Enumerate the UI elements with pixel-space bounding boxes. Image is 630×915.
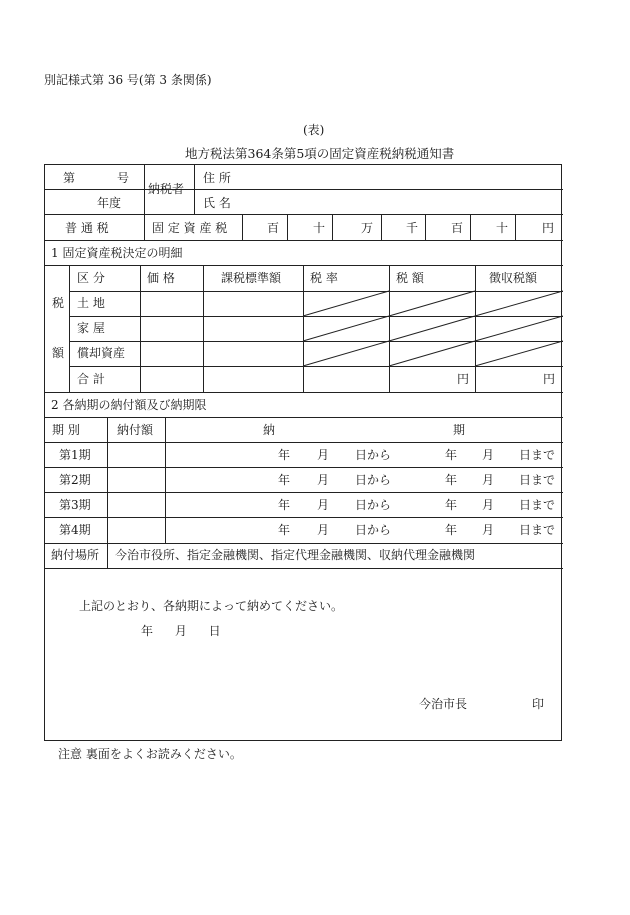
rule bbox=[45, 189, 563, 190]
address-label: 住 所 bbox=[203, 171, 231, 185]
until-year: 年 bbox=[445, 473, 458, 487]
taxpayer-label: 納税者 bbox=[148, 182, 185, 196]
strike-line bbox=[389, 316, 475, 341]
ordinary-tax-label: 普 通 税 bbox=[65, 221, 109, 235]
from-year: 年 bbox=[278, 448, 291, 462]
tax-vertical-label-1: 税 bbox=[52, 296, 65, 310]
strike-line bbox=[475, 291, 563, 316]
section2-title: 2 各納期の納付額及び納期限 bbox=[51, 398, 207, 412]
period-label: 第1期 bbox=[59, 448, 91, 462]
col-header-period: 期 別 bbox=[52, 423, 80, 437]
strike-line bbox=[389, 291, 475, 316]
rule bbox=[140, 265, 141, 392]
rule bbox=[45, 517, 563, 518]
strike-line bbox=[475, 341, 563, 366]
col-header-tax-base: 課税標準額 bbox=[221, 271, 282, 285]
rule bbox=[287, 214, 288, 240]
rule bbox=[425, 214, 426, 240]
rule bbox=[45, 543, 563, 544]
until-month: 月 bbox=[482, 473, 495, 487]
document-title: 地方税法第364条第5項の固定資産税納税通知書 bbox=[185, 146, 455, 161]
notice-number-label: 第 bbox=[63, 171, 76, 185]
from-month: 月 bbox=[317, 498, 330, 512]
until-day: 日まで bbox=[519, 523, 556, 537]
unit-hundred: 百 bbox=[451, 221, 464, 235]
col-header-price: 価 格 bbox=[147, 271, 175, 285]
fixed-asset-tax-label: 固 定 資 産 税 bbox=[152, 221, 228, 235]
rule bbox=[107, 417, 108, 543]
strike-line bbox=[389, 341, 475, 366]
rule bbox=[203, 265, 204, 392]
rule bbox=[165, 417, 166, 543]
row-label-total: 合 計 bbox=[77, 372, 105, 386]
until-month: 月 bbox=[482, 523, 495, 537]
until-day: 日まで bbox=[519, 448, 556, 462]
from-day: 日から bbox=[355, 473, 392, 487]
row-label-depreciable: 償却資産 bbox=[77, 346, 126, 360]
period-label: 第2期 bbox=[59, 473, 91, 487]
rule bbox=[470, 214, 471, 240]
rule bbox=[45, 214, 563, 215]
until-year: 年 bbox=[445, 523, 458, 537]
form-reference: 別記様式第 36 号(第 3 条関係) bbox=[44, 73, 212, 87]
rule bbox=[381, 214, 382, 240]
rule bbox=[144, 165, 145, 214]
period-label: 第4期 bbox=[59, 523, 91, 537]
from-month: 月 bbox=[317, 448, 330, 462]
rule bbox=[242, 214, 243, 240]
until-day: 日まで bbox=[519, 498, 556, 512]
from-year: 年 bbox=[278, 498, 291, 512]
footer-note: 注意 裏面をよくお読みください。 bbox=[58, 747, 242, 761]
unit-ten-million: 十 bbox=[313, 221, 326, 235]
row-label-house: 家 屋 bbox=[77, 321, 105, 335]
rule bbox=[303, 265, 304, 392]
rule bbox=[515, 214, 516, 240]
from-year: 年 bbox=[278, 473, 291, 487]
section1-title: 1 固定資産税決定の明細 bbox=[51, 246, 183, 260]
total-tax-yen: 円 bbox=[457, 372, 470, 386]
from-day: 日から bbox=[355, 523, 392, 537]
unit-hundred-million: 百 bbox=[267, 221, 280, 235]
col-header-category: 区 分 bbox=[77, 271, 105, 285]
rule bbox=[332, 214, 333, 240]
until-month: 月 bbox=[482, 498, 495, 512]
rule bbox=[475, 265, 476, 392]
rule bbox=[45, 240, 563, 241]
from-day: 日から bbox=[355, 448, 392, 462]
row-label-land: 土 地 bbox=[77, 296, 105, 310]
seal-mark: 印 bbox=[532, 697, 545, 711]
rule bbox=[389, 265, 390, 392]
until-month: 月 bbox=[482, 448, 495, 462]
unit-ten: 十 bbox=[496, 221, 509, 235]
rule bbox=[69, 341, 563, 342]
tax-notice-form bbox=[44, 164, 562, 741]
strike-line bbox=[303, 341, 389, 366]
from-day: 日から bbox=[355, 498, 392, 512]
strike-line bbox=[303, 316, 389, 341]
notice-date: 年 月 日 bbox=[141, 624, 221, 638]
until-year: 年 bbox=[445, 448, 458, 462]
mayor-label: 今治市長 bbox=[419, 697, 468, 711]
rule bbox=[45, 568, 563, 569]
rule bbox=[69, 316, 563, 317]
col-header-collected-tax: 徴収税額 bbox=[489, 271, 538, 285]
col-header-tax-amount: 税 額 bbox=[396, 271, 424, 285]
unit-yen: 円 bbox=[542, 221, 555, 235]
strike-line bbox=[475, 316, 563, 341]
front-side-mark: (表) bbox=[303, 123, 325, 137]
from-year: 年 bbox=[278, 523, 291, 537]
until-day: 日まで bbox=[519, 473, 556, 487]
from-month: 月 bbox=[317, 473, 330, 487]
rule bbox=[69, 366, 563, 367]
rule bbox=[144, 214, 145, 240]
fiscal-year-label: 年度 bbox=[97, 196, 122, 210]
col-header-payment-amount: 納付額 bbox=[117, 423, 154, 437]
period-label: 第3期 bbox=[59, 498, 91, 512]
rule bbox=[45, 417, 563, 418]
tax-vertical-label-2: 額 bbox=[52, 346, 65, 360]
rule bbox=[45, 265, 563, 266]
rule bbox=[69, 291, 563, 292]
notice-number-suffix: 号 bbox=[117, 171, 130, 185]
rule bbox=[45, 492, 563, 493]
rule bbox=[45, 467, 563, 468]
until-year: 年 bbox=[445, 498, 458, 512]
col-header-due: 納 bbox=[263, 423, 276, 437]
rule bbox=[45, 392, 563, 393]
from-month: 月 bbox=[317, 523, 330, 537]
rule bbox=[107, 543, 108, 568]
payment-place-value: 今治市役所、指定金融機関、指定代理金融機関、収納代理金融機関 bbox=[115, 548, 476, 562]
col-header-tax-rate: 税 率 bbox=[310, 271, 338, 285]
rule bbox=[45, 442, 563, 443]
col-header-due-2: 期 bbox=[453, 423, 466, 437]
rule bbox=[194, 165, 195, 214]
unit-ten-thousand: 万 bbox=[361, 221, 374, 235]
strike-line bbox=[303, 291, 389, 316]
rule bbox=[69, 265, 70, 392]
total-collected-yen: 円 bbox=[543, 372, 556, 386]
unit-thousand: 千 bbox=[406, 221, 419, 235]
name-label: 氏 名 bbox=[203, 196, 231, 210]
notice-message: 上記のとおり、各納期によって納めてください。 bbox=[79, 599, 344, 613]
payment-place-label: 納付場所 bbox=[51, 548, 100, 562]
